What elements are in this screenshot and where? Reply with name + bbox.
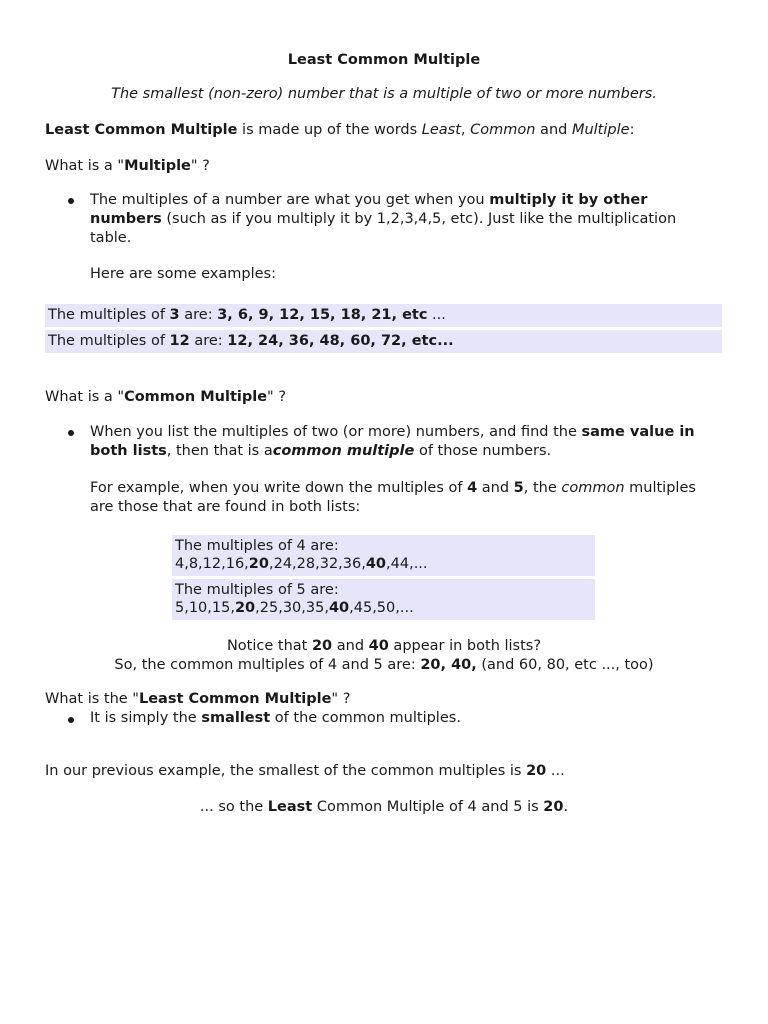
row12-vals: 12, 24, 36, 48, 60, 72, etc... [227,333,454,349]
b1-l1b: multiply it by other [489,192,648,208]
p2e: , the [523,480,562,496]
q1-post: " ? [190,158,210,174]
bullet-common-line2 [90,442,551,461]
m4-h2: 40 [365,556,387,572]
row3-post: ... [427,307,446,323]
intro-sep: , [460,122,471,138]
b1-l1a: The multiples of a number are what you get when you [90,192,490,208]
b2-l2d: of those numbers. [414,443,552,459]
row12-n: 12 [169,333,190,349]
p2a: For example, when you write down the multiples of [90,480,468,496]
prev-c: ... [546,763,565,779]
q2-post: " ? [267,389,287,405]
m5-s1: 5,10,15, [175,600,235,616]
notice-g: 20, 40, [420,657,477,673]
bullet-multiples-line3 [90,229,131,248]
final-b: Least [267,799,313,815]
b2-l2c: common multiple [272,443,415,459]
multiples-of-4-label [175,537,339,556]
q2-pre: What is a " [45,389,125,405]
q3-term: Least Common Multiple [138,691,332,707]
multiples-of-4-values [175,555,428,574]
bullet-multiples-line2 [90,210,676,229]
m4-label: The multiples of 4 are: [175,538,339,554]
intro-text: is made up of the words [237,122,422,138]
example-paragraph-line2 [90,498,360,517]
multiples-row-12-text [48,333,454,349]
subtitle-text: The smallest (non-zero) number that is a multiple of two or more numbers. [111,86,657,102]
b1-l3: table. [90,230,132,246]
q1-pre: What is a " [45,158,125,174]
page-title [0,52,768,68]
q2-term: Common Multiple [124,389,268,405]
intro-term: Least Common Multiple [45,122,238,138]
m5-h2: 40 [328,600,350,616]
question-least-common-multiple [45,691,350,707]
b3-b: smallest [201,710,271,726]
row3-n: 3 [169,307,180,323]
p3: are those that are found in both lists: [90,499,361,515]
multiples-of-5-label [175,581,339,600]
prev-a: In our previous example, the smallest of the common multiples is [45,763,527,779]
bullet-common-line1 [90,423,695,442]
notice-a: Notice that [226,638,312,654]
m4-s2: ,24,28,32,36, [268,556,366,572]
p2d: 5 [513,480,524,496]
row3-pre: The multiples of [48,307,170,323]
notice-e: appear in both lists? [388,638,542,654]
bullet-dot [68,198,74,204]
question-common-multiple [45,389,286,405]
notice-line1 [0,637,768,656]
bullet-smallest [90,710,461,726]
q3-pre: What is the " [45,691,139,707]
row12-mid: are: [189,333,228,349]
b2-l1b: same value in [581,424,695,440]
b2-l2b: , then that is a [166,443,273,459]
bullet-dot [68,430,74,436]
p2f: common [561,480,625,496]
notice-c: and [332,638,369,654]
bullet-dot [68,717,74,723]
notice-b: 20 [311,638,333,654]
b2-l1a: When you list the multiples of two (or more) numbers, and find the [90,424,582,440]
multiples-row-3-text [48,307,446,323]
notice-f: So, the common multiples of 4 and 5 are: [114,657,421,673]
previous-example [45,763,565,779]
p2g: multiples [624,480,696,496]
m4-s3: ,44,... [386,556,428,572]
m5-label: The multiples of 5 are: [175,582,339,598]
row12-pre: The multiples of [48,333,170,349]
q1-term: Multiple [124,158,191,174]
q3-post: " ? [331,691,351,707]
b1-l2a: numbers [90,211,162,227]
m5-h1: 20 [234,600,256,616]
question-multiple [45,158,210,174]
examples-text: Here are some examples: [90,266,276,282]
notice-line2 [0,656,768,675]
intro-and: and [535,122,572,138]
b3-a: It is simply the [90,710,202,726]
m4-h1: 20 [248,556,269,572]
p2c: and [477,480,514,496]
multiples-of-5-values [175,599,414,618]
word-common: Common [470,122,536,138]
example-paragraph-line1 [90,479,696,498]
row3-mid: are: [179,307,218,323]
m4-s1: 4,8,12,16, [175,556,249,572]
word-multiple: Multiple [571,122,630,138]
final-e: . [563,799,569,815]
subtitle [0,86,768,102]
final-d: 20 [543,799,564,815]
final-conclusion [0,799,768,815]
row3-vals: 3, 6, 9, 12, 15, 18, 21, etc [217,307,428,323]
b2-l2a: both lists [90,443,167,459]
intro-paragraph [45,122,634,138]
examples-intro [90,266,276,282]
m5-s2: ,25,30,35, [255,600,329,616]
notice-h: (and 60, 80, etc ..., too) [476,657,654,673]
page-title-text: Least Common Multiple [287,52,481,68]
word-least: Least [421,122,461,138]
bullet-multiples-line1 [90,191,647,210]
intro-end: : [629,122,635,138]
final-a: ... so the [199,799,268,815]
final-c: Common Multiple of 4 and 5 is [312,799,544,815]
prev-b: 20 [526,763,547,779]
b3-c: of the common multiples. [270,710,461,726]
p2b: 4 [467,480,478,496]
notice-d: 40 [368,638,389,654]
m5-s3: ,45,50,... [349,600,414,616]
b1-l2b: (such as if you multiply it by 1,2,3,4,5, etc). Just like the multiplication [161,211,677,227]
